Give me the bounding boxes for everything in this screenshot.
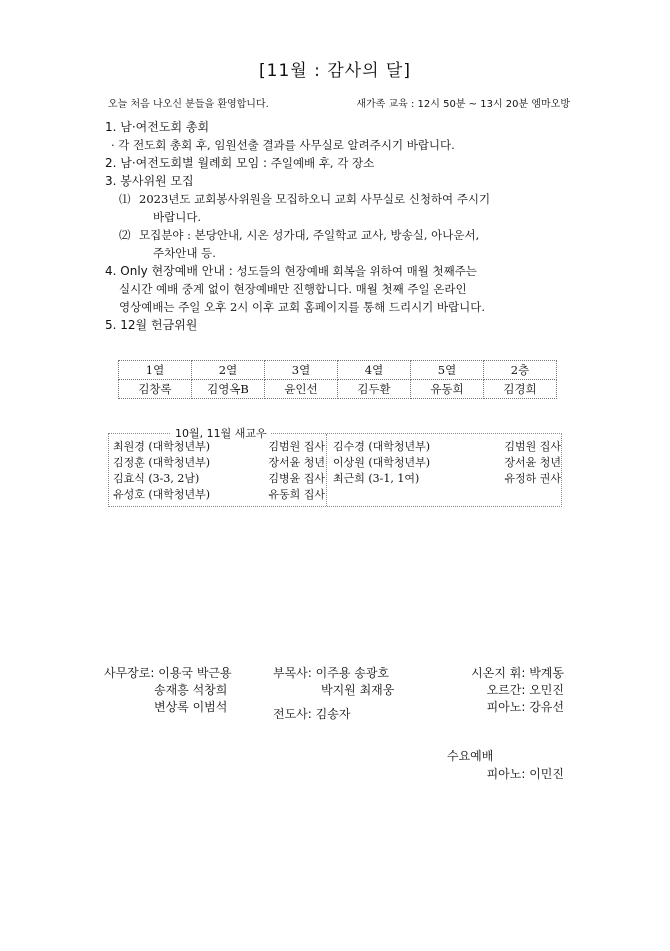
notice-1-heading: 1. 남·여전도회 총회 <box>105 120 210 134</box>
offering-committee-table <box>118 360 557 399</box>
organist-name: 오민진 <box>529 683 564 697</box>
newcomer-row <box>333 471 561 487</box>
newcomers-left-column <box>113 439 325 503</box>
newcomer-row <box>333 455 561 471</box>
pianist-name: 강유선 <box>529 700 564 714</box>
newcomer-name: 이상원 (대학청년부) <box>333 456 431 469</box>
offering-header-row <box>119 361 557 380</box>
newcomer-row <box>333 439 561 455</box>
newcomer-guide: 김병윤 집사 <box>268 472 325 485</box>
associate-pastors-line-1: 이주용 송광호 <box>315 666 390 680</box>
newcomer-guide: 김범원 집사 <box>504 440 561 453</box>
associate-pastors-line-2: 박지원 최재웅 <box>321 683 395 697</box>
pianist-label: 피아노: <box>486 700 526 714</box>
organist-label: 오르간: <box>486 683 526 697</box>
page-title: [11월 : 감사의 달] <box>259 61 411 81</box>
newcomer-guide: 유정하 권사 <box>504 472 561 485</box>
evangelist-label: 전도사: <box>273 707 312 721</box>
wednesday-pianist <box>447 766 564 783</box>
notice-list <box>105 118 575 334</box>
notice-3-heading: 3. 봉사위원 모집 <box>105 174 194 188</box>
welcome-line <box>108 95 570 110</box>
newcomer-guide: 김범원 집사 <box>268 440 325 453</box>
notice-4-line-2: 실시간 예배 중계 없이 현장예배만 진행합니다. 매월 첫째 주일 온라인 <box>119 282 467 296</box>
offering-header-cell: 2열 <box>192 361 265 380</box>
wednesday-service-label: 수요예배 <box>447 749 494 763</box>
family-education-text: 새가족 교육 : 12시 50분 ~ 13시 20분 엠마오방 <box>356 99 570 110</box>
evangelist <box>273 706 350 723</box>
office-elders <box>104 665 232 716</box>
office-elders-line-2: 송재흥 석창희 <box>154 683 228 697</box>
notice-4-line-1: 성도들의 현장예배 회복을 위하여 매월 첫째주는 <box>232 264 477 278</box>
notice-2 <box>105 154 575 172</box>
associate-pastors <box>273 665 394 699</box>
notice-1 <box>105 118 575 154</box>
notice-3-sub-2-text: 모집분야 : 본당안내, 시온 성가대, 주일학교 교사, 방송실, 아나운서, <box>139 228 480 242</box>
wednesday-pianist-name: 이민진 <box>529 767 564 781</box>
newcomer-row <box>113 455 325 471</box>
newcomer-guide: 유동희 집사 <box>268 488 325 501</box>
offering-header-cell: 1열 <box>119 361 192 380</box>
newcomers-box <box>108 427 562 507</box>
welcome-text: 오늘 처음 나오신 분들을 환영합니다. <box>108 99 269 110</box>
offering-header-cell: 3열 <box>265 361 338 380</box>
newcomer-guide: 장서윤 청년 <box>504 456 561 469</box>
offering-header-cell: 2층 <box>484 361 557 380</box>
notice-5-heading: 5. 12월 헌금위원 <box>105 318 198 332</box>
wednesday-pianist-label: 피아노: <box>486 767 526 781</box>
notice-1-detail: · 각 전도회 총회 후, 임원선출 결과를 사무실로 알려주시기 바랍니다. <box>111 138 455 152</box>
newcomer-name: 유성호 (대학청년부) <box>113 488 211 501</box>
office-elders-line-3: 변상록 이범석 <box>154 700 228 714</box>
evangelist-name: 김송자 <box>315 707 351 721</box>
newcomer-row <box>113 439 325 455</box>
music-staff <box>447 665 564 716</box>
newcomer-row <box>113 471 325 487</box>
newcomer-name: 김수경 (대학청년부) <box>333 440 431 453</box>
newcomer-row <box>113 487 325 503</box>
conductor-name: 박계동 <box>529 666 564 680</box>
offering-name-cell: 김영옥B <box>192 380 265 399</box>
notice-3-sub-1 <box>105 190 575 226</box>
notice-4-line-3: 영상예배는 주일 오후 2시 이후 교회 홈페이지를 통해 드리시기 바랍니다. <box>119 300 486 314</box>
offering-header-cell: 5열 <box>411 361 484 380</box>
notice-3 <box>105 172 575 262</box>
offering-name-cell: 김두환 <box>338 380 411 399</box>
notice-4-heading: 4. Only 현장예배 안내 : <box>105 264 233 278</box>
offering-name-cell: 김창록 <box>119 380 192 399</box>
offering-header-cell: 4열 <box>338 361 411 380</box>
newcomer-name: 최근희 (3-1, 1여) <box>333 472 420 485</box>
conductor-label: 시온지 휘: <box>471 666 526 680</box>
office-elders-label: 사무장로: <box>104 666 155 680</box>
notice-3-sub-1-continuation: 바랍니다. <box>153 210 202 224</box>
newcomer-name: 김효식 (3-3, 2남) <box>113 472 200 485</box>
offering-name-cell: 유동희 <box>411 380 484 399</box>
newcomer-name: 최원경 (대학청년부) <box>113 440 211 453</box>
newcomers-right-column <box>333 439 561 487</box>
newcomer-guide: 장서윤 청년 <box>268 456 325 469</box>
offering-name-cell: 윤인선 <box>265 380 338 399</box>
notice-3-sub-2-continuation: 주차안내 등. <box>153 246 216 260</box>
newcomers-divider <box>326 434 327 506</box>
associate-pastors-label: 부목사: <box>273 666 312 680</box>
office-elders-line-1: 이용국 박근용 <box>158 666 232 680</box>
notice-2-heading: 2. 남·여전도회별 월례회 모임 : <box>105 156 268 170</box>
offering-name-cell: 김경희 <box>484 380 557 399</box>
notice-3-sub-2 <box>105 226 575 262</box>
offering-names-row <box>119 380 557 399</box>
notice-4 <box>105 262 575 316</box>
notice-5 <box>105 316 575 334</box>
notice-2-detail: 주일예배 후, 각 장소 <box>267 156 375 170</box>
notice-3-sub-1-number: ⑴ <box>119 192 131 206</box>
notice-3-sub-1-text: 2023년도 교회봉사위원을 모집하오니 교회 사무실로 신청하여 주시기 <box>139 192 491 206</box>
newcomer-name: 김정훈 (대학청년부) <box>113 456 211 469</box>
notice-3-sub-2-number: ⑵ <box>119 228 131 242</box>
newcomers-title: 10월, 11월 새교우 <box>171 425 271 441</box>
